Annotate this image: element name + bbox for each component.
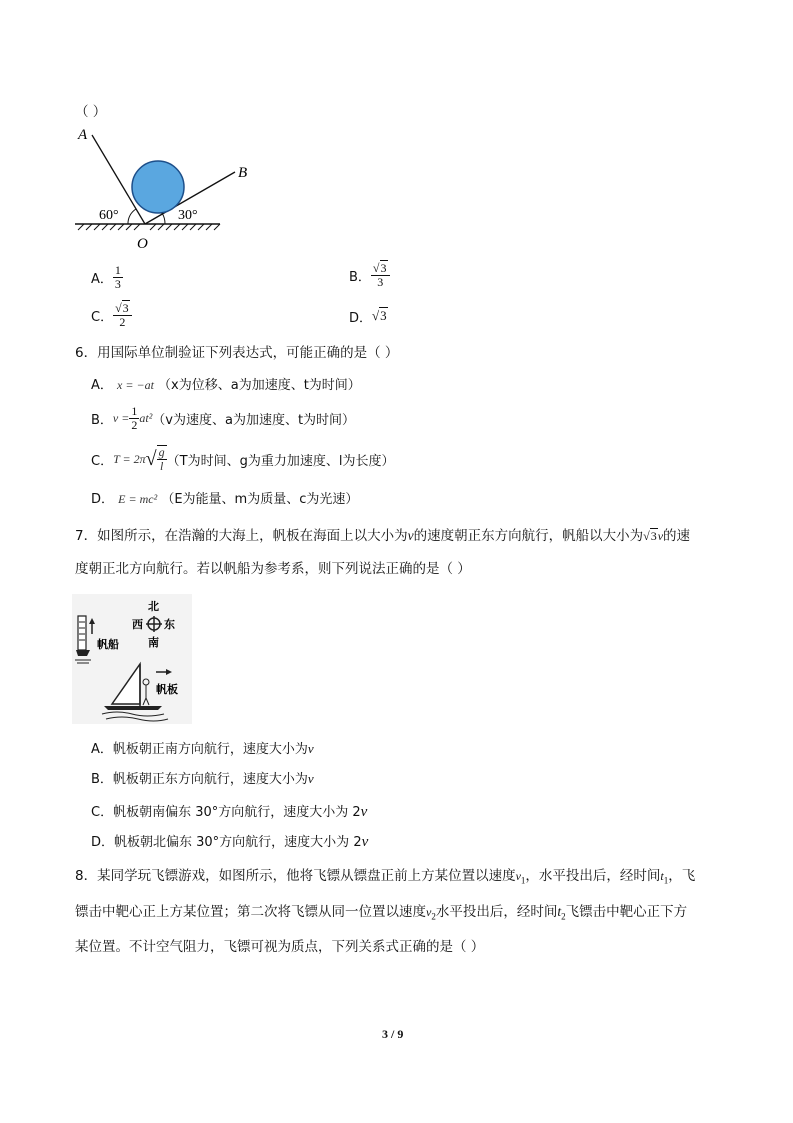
option-b-label: B． [349,269,371,285]
q5-option-d[interactable] [349,304,388,328]
option-label: C． [91,453,114,469]
formula-d: E = mc² [118,492,158,506]
page-number: 3 / 9 [382,1027,404,1041]
q7-option-b[interactable]: B．帆板朝正东方向航行，速度大小为v [91,771,314,787]
formula-b-rhs: at² [139,410,153,425]
compass-north: 北 [148,600,159,613]
note-a: （x为位移、a为加速度、t为时间） [158,378,361,393]
note-d: （E为能量、m为质量、c为光速） [161,492,359,507]
compass-south: 南 [148,636,159,649]
angle-arc-right [162,213,165,224]
formula-a: x = −at [117,378,154,392]
label-b: B [238,165,248,181]
ball [132,161,184,213]
q5-option-a[interactable] [91,262,123,292]
sailboat-sail-icon [78,616,86,650]
q8-stem-line1: 8．某同学玩飞镖游戏，如图所示，他将飞镖从镖盘正前上方某位置以速度$v_1$，水平投出后，经时间$t_1$，飞 [75,868,696,886]
sqrt-symbol: √ [145,447,157,470]
fraction-g-over-l: $\frac{g}{l}$ [158,445,165,473]
option-a-label: A． [91,271,113,287]
note-c: （T为时间、g为重力加速度、l为长度） [166,453,395,469]
note-b: （v为速度、a为加速度、t为时间） [152,412,356,428]
option-label: D． [91,492,115,507]
incline-ball-figure [70,125,260,255]
compass-east: 东 [164,618,175,631]
formula-b-lhs: v = [112,410,130,425]
fraction-root3-over-3: $\frac{√3}{3}$ [371,262,390,289]
q6-option-a[interactable] [91,374,361,393]
angle-60-label: 60° [99,208,119,223]
fraction-half: $\frac{1}{2}$ [131,403,138,432]
q7-stem-line2: 度朝正北方向航行。若以帆船为参考系，则下列说法正确的是（ ） [75,561,471,577]
fraction-root3-over-2: $\frac{√3}{2}$ [113,302,132,329]
q7-stem-line1: 7．如图所示，在浩瀚的大海上，帆板在海面上以大小为v的速度朝正东方向航行，帆船以大小为√3v的速 [75,528,691,544]
root3: √3 [372,308,387,323]
q5-option-c[interactable] [91,298,132,332]
option-d-label: D． [349,310,373,326]
ground-hatching [78,224,220,230]
option-c-label: C． [91,309,114,325]
sailboard-board-icon [104,706,162,710]
compass-west: 西 [132,618,143,631]
q7-option-c[interactable]: C．帆板朝南偏东 30°方向航行，速度大小为 2v [91,804,368,820]
sailboard-label: 帆板 [156,683,178,696]
option-label: B． [91,412,113,428]
q5-option-b[interactable] [349,258,390,292]
q6-option-b[interactable] [91,402,355,434]
sailboat-figure [72,594,192,724]
q7-option-d[interactable]: D．帆板朝北偏东 30°方向航行，速度大小为 2v [91,834,369,850]
sailboat-label: 帆船 [97,638,119,651]
q6-option-d[interactable] [91,488,358,507]
q7-option-a[interactable]: A．帆板朝正南方向航行，速度大小为v [91,741,314,757]
angle-arc-left [128,209,136,224]
answer-paren: （ ） [75,104,107,120]
label-a: A [78,127,88,143]
q6-option-c[interactable] [91,441,394,477]
fraction-one-third: $\frac{1}{3}$ [114,262,121,291]
option-label: A． [91,378,113,393]
formula-c-lhs: T = 2π [113,451,146,466]
label-o: O [137,236,148,252]
q8-stem-line3: 某位置。不计空气阻力，飞镖可视为质点，下列关系式正确的是（ ） [75,939,485,955]
q6-stem: 6．用国际单位制验证下列表达式，可能正确的是（ ） [75,345,399,361]
angle-30-label: 30° [178,208,198,223]
q8-stem-line2: 镖击中靶心正上方某位置；第二次将飞镖从同一位置以速度$v_2$水平投出后，经时间$t_2$飞镖击中靶心正下方 [75,904,688,922]
